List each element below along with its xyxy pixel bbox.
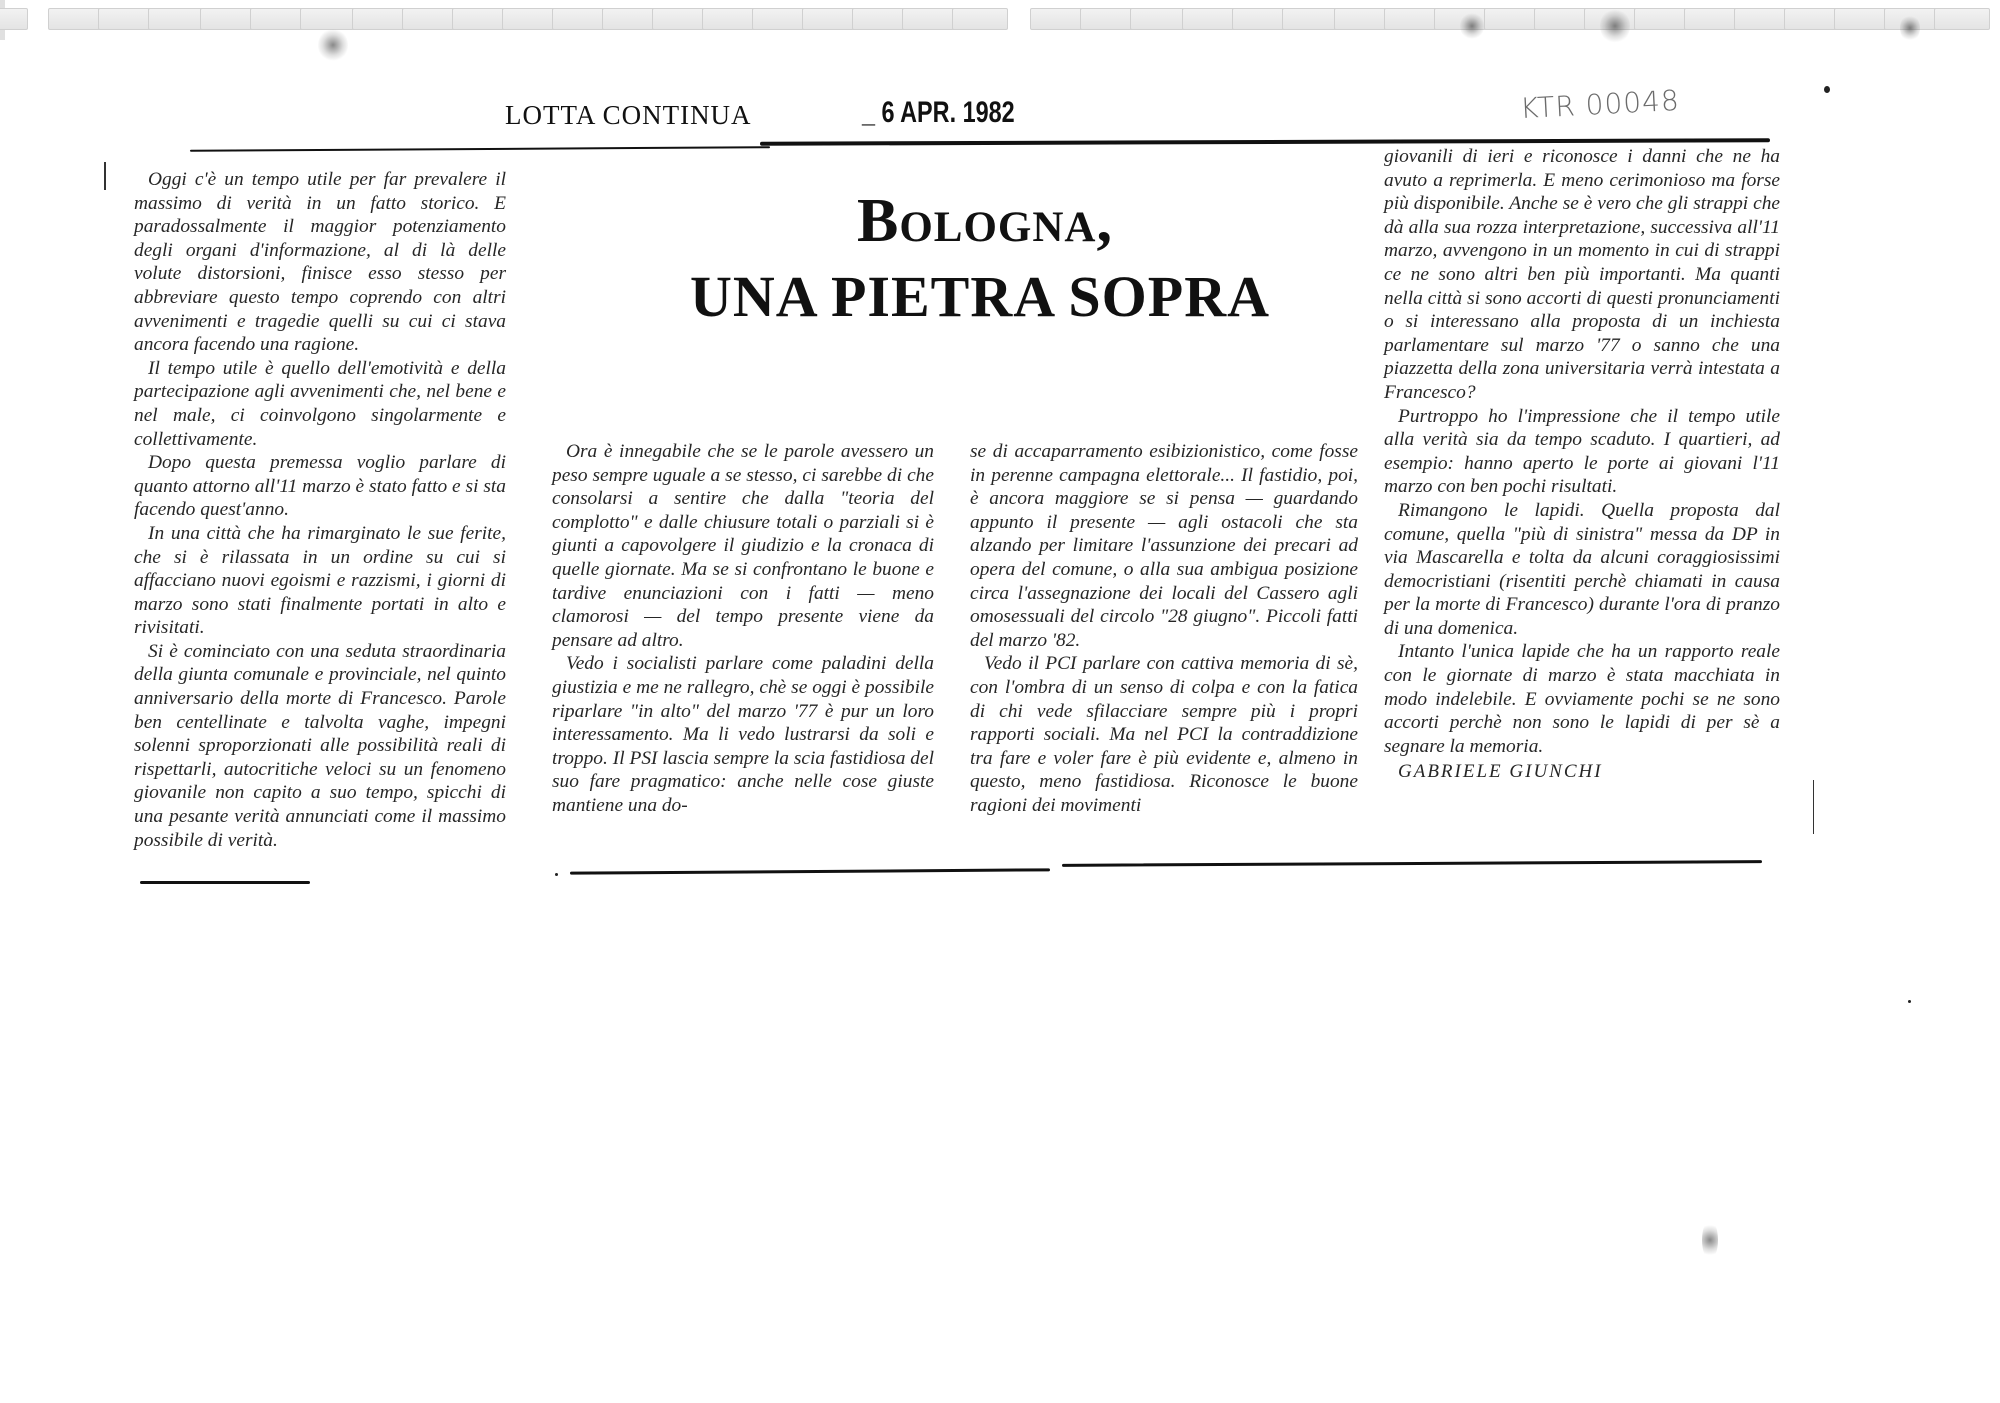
archive-code: KTR 00048: [1519, 83, 1681, 126]
column-margin-mark: [104, 162, 106, 190]
perforation-hole: [402, 8, 458, 30]
scan-noise: [1824, 86, 1830, 93]
perforation-hole: [752, 8, 808, 30]
perforation-hole: [1484, 8, 1540, 30]
perforation-hole: [1784, 8, 1840, 30]
publication-date: _ 6 APR. 1982: [862, 96, 1015, 129]
perforation-hole: [1534, 8, 1590, 30]
bottom-rule-center: [570, 868, 1050, 874]
paragraph: Oggi c'è un tempo utile per far prevalere il massimo di verità in un fatto storico. E paradossalmente il maggior potenziamento degli organi d'informazione, al di là delle volute distorsioni, finisce esso stesso per abbreviare questo tempo coprendo con altri avvenimenti e tragedie quelli su cui ci stava ancora facendo una ragione.: [134, 169, 506, 356]
paragraph: Rimangono le lapidi. Quella proposta dal comune, quella "più di sinistra" messa da DP in via Mascarella e tolta da alcuni coraggiosissimi democristiani (risentiti perchè chiamati in causa per la morte di Francesco) durante l'ora di pranzo di una domenica.: [1384, 499, 1780, 639]
perforation-hole: [48, 8, 104, 30]
scan-noise: [1900, 14, 1920, 42]
author-signature: GABRIELE GIUNCHI: [1398, 761, 1603, 783]
scan-noise: [1908, 1000, 1911, 1003]
scan-noise: [1702, 1220, 1718, 1260]
paragraph: se di accaparramento esibizionistico, come fosse in perenne campagna elettorale... Il fastidio, poi, è ancora maggiore se si pensa — guardando appunto il presente — agli ostacoli che sta alzando per limitare l'assunzione dei precari ad opera del comune, o alla sua ambigua posizione circa l'assegnazione dei locali del Cassero agli omosessuali del circolo "28 giugno". Piccoli fatti del marzo '82.: [970, 441, 1358, 651]
article-column-3: [970, 440, 1358, 818]
perforation-hole: [98, 8, 154, 30]
top-rule: [190, 146, 770, 152]
scan-noise: [555, 873, 558, 876]
bottom-rule-right: [1062, 860, 1762, 867]
bottom-rule-left: [140, 881, 310, 884]
headline-line-1: Bologna,: [857, 187, 1113, 255]
binder-perforation-strip: [0, 8, 2000, 32]
article-column-4: [1384, 145, 1780, 784]
perforation-hole: [1634, 8, 1690, 30]
newspaper-name: LOTTA CONTINUA: [505, 100, 752, 130]
perforation-hole: [1080, 8, 1136, 30]
perforation-hole: [0, 8, 28, 30]
column-margin-mark: [1813, 780, 1814, 834]
perforation-hole: [250, 8, 306, 30]
perforation-hole: [552, 8, 608, 30]
perforation-hole: [902, 8, 958, 30]
scan-noise: [1600, 8, 1630, 44]
scan-noise: [318, 28, 348, 62]
perforation-hole: [1834, 8, 1890, 30]
paragraph: Si è cominciato con una seduta straordinaria della giunta comunale e provinciale, nel quinto anniversario della morte di Francesco. Parole ben centellinate e talvolta vaghe, impegni solenni sproporzionati alle possibilità reali di rispettarli, autocritiche veloci su un fenomeno giovanile non capito a suo tempo, spicchi di una pesante verità annunciati come il massimo possibile di verità.: [134, 640, 506, 851]
paragraph: giovanili di ieri e riconosce i danni che ne ha avuto a reprimerla. E meno cerimonioso ma forse più disponibile. Anche se è vero che gli strappi che dà alla sua rozza interpretazione, successiva all'11 marzo, avvengono in un momento in cui di strappi ce ne sono altri ben più importanti. Ma quanti nella città si sono accorti di questi pronunciamenti o si interessano alla proposta di un inchiesta parlamentare sul marzo '77 o sanno che una piazzetta della zona universitaria verrà intestata a Francesco?: [1384, 146, 1780, 403]
perforation-hole: [1282, 8, 1338, 30]
perforation-hole: [1934, 8, 1990, 30]
perforation-hole: [652, 8, 708, 30]
perforation-hole: [1734, 8, 1790, 30]
perforation-hole: [200, 8, 256, 30]
article-headline: [640, 187, 1320, 329]
perforation-hole: [1384, 8, 1440, 30]
paragraph: Vedo i socialisti parlare come paladini della giustizia e me ne rallegro, chè se oggi è possibile riparlare "in alto" del marzo '77 è pur un loro interessamento. Ma li vedo lustrarsi da soli e troppo. Il PSI lascia sempre la scia fastidiosa del suo fare pragmatico: anche nelle cose giuste mantiene una do-: [552, 653, 934, 816]
perforation-hole: [502, 8, 558, 30]
paragraph: Ora è innegabile che se le parole avessero un peso sempre uguale a se stesso, ci sarebbe di che consolarsi a sentire che dalla "teoria del complotto" e dalle chiusure totali o parziali si è giunti a capovolgere il giudizio e la cronaca di quelle giornate. Ma se si confrontano le buone e tardive enunciazioni con i fatti — meno clamorosi — del tempo presente viene da pensare ad altro.: [552, 441, 934, 651]
perforation-hole: [1030, 8, 1086, 30]
perforation-hole: [1684, 8, 1740, 30]
perforation-hole: [300, 8, 356, 30]
perforation-hole: [602, 8, 658, 30]
perforation-hole: [802, 8, 858, 30]
perforation-hole: [452, 8, 508, 30]
paragraph: Vedo il PCI parlare con cattiva memoria di sè, con l'ombra di un senso di colpa e con la fatica di chi vede sfilacciare sempre più i propri rapporti sociali. Ma nel PCI la contraddizione tra fare e voler fare è più evidente e, almeno in questo, meno fastidiosa. Riconosce le buone ragioni dei movimenti: [970, 653, 1358, 816]
paragraph: Dopo questa premessa voglio parlare di quanto attorno all'11 marzo è stato fatto e si sta facendo quest'anno.: [134, 452, 506, 521]
perforation-hole: [352, 8, 408, 30]
paragraph: Purtroppo ho l'impressione che il tempo utile alla verità sia da tempo scaduto. I quartieri, ad esempio: hanno aperto le porte ai giovani l'11 marzo con ben pochi risultati.: [1384, 405, 1780, 498]
perforation-hole: [702, 8, 758, 30]
perforation-hole: [952, 8, 1008, 30]
headline-line-2: UNA PIETRA SOPRA: [690, 264, 1270, 329]
perforation-hole: [148, 8, 204, 30]
article-column-1: [134, 168, 506, 852]
paragraph: Intanto l'unica lapide che ha un rapporto reale con le giornate di marzo è stata macchiata in modo indelebile. E ovviamente pochi se ne sono accorti perchè non sono le lapidi di per sè a segnare la memoria.: [1384, 641, 1780, 757]
paragraph: Il tempo utile è quello dell'emotività e della partecipazione agli avvenimenti che, nel bene e nel male, ci coinvolgono singolarmente e collettivamente.: [134, 357, 506, 450]
article-column-2: [552, 440, 934, 818]
scan-noise: [1460, 12, 1484, 40]
perforation-hole: [1182, 8, 1238, 30]
perforation-hole: [852, 8, 908, 30]
perforation-hole: [1232, 8, 1288, 30]
paragraph: In una città che ha rimarginato le sue ferite, che si è rilassata in un ordine su cui si affacciano nuovi egoismi e razzismi, i giorni di marzo sono stati finalmente portati in alto e rivisitati.: [134, 522, 506, 639]
perforation-hole: [1130, 8, 1186, 30]
perforation-hole: [1334, 8, 1390, 30]
